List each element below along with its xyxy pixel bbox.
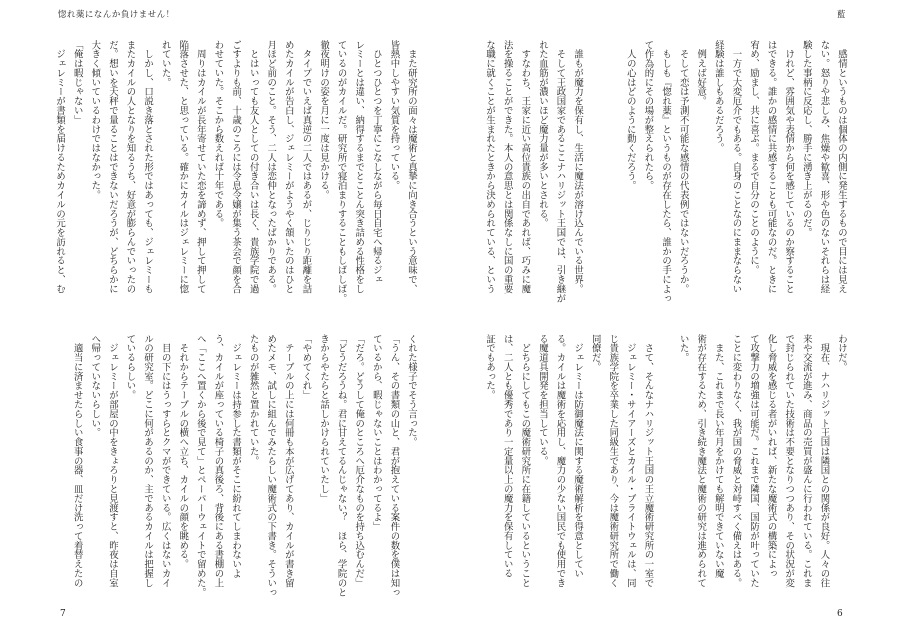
text-column: ひとつひとつを丁寧にこなしながら毎日自宅へ帰るジェ (370, 40, 382, 285)
chapter-mark: 藍 (837, 9, 846, 19)
text-column: ジェレミーが書類を届けるためカイルの元を訪れると、む (54, 40, 66, 294)
text-column: もしも『惚れ薬』というものが存在したら、誰かの手によっ (660, 40, 672, 303)
text-column: ているから、暇じゃないことはわかってるよ」 (370, 334, 382, 532)
text-column: そして王政国家であるここナハリジット王国では、引き継が (554, 40, 566, 303)
text-column: しかし、口説き落とされた形ではあっても、ジェレミーも (142, 40, 154, 294)
text-column: る魔道具開発を担当している。 (536, 334, 548, 466)
text-column: な職に就くことが生まれたときから決められている、という (484, 40, 496, 294)
text-column: ルの研究室。どこに何があるのか、主であるカイルは把握し (142, 334, 154, 588)
text-column: レミーとは違い、納得するまでとことん突き詰める性格をし (353, 40, 365, 294)
text-column: 法を操ることができた。本人の意思とは関係なしに国の重要 (501, 40, 513, 294)
text-column: 「だろ。どうして俺のところへ厄介なものを持ち込むんだ」 (353, 334, 365, 588)
text-column: わせていた。そこから数えれば十年である。 (212, 40, 224, 228)
text-column: 験した事柄に反応し、勝手に湧き上がるのだ。 (800, 40, 812, 238)
page-7-upper-tier (48, 40, 420, 306)
text-column: る。カイルは魔術を応用し、魔力の少ない国民でも使用でき (554, 334, 566, 588)
text-column: 大きく傾いているわけではなかった。 (89, 40, 101, 200)
text-column: ているのがカイルだ。研究所で寝泊まりすることもしばしば。 (335, 40, 347, 303)
text-column: 「うん、その書類の山と、君が抱えている案件の数を僕は知っ (388, 334, 400, 597)
text-column: 感情というものは個体の内側に発生するもので目には見え (836, 40, 847, 294)
text-column: で封じられていた技術は不要となりつつあり、その状況が変 (783, 334, 795, 588)
text-column: へ「ここへ置くから後で見て」とペーパーウェイトで留めた。 (194, 334, 206, 597)
text-column: どちらにしてもこの魔術研究所に在籍しているということ (519, 334, 531, 588)
page-7-lower-tier (48, 334, 420, 600)
text-column: 適当に済ませたらしい食事の器、皿だけ洗って着替えたの (71, 334, 83, 588)
text-column: 同僚だ。 (589, 334, 601, 372)
text-column: それからテーブルの横へ立ち、カイルの顔を眺める。 (177, 334, 189, 569)
text-column: 現在、ナハリジット王国は隣国との関係が良好。人々の往 (818, 334, 830, 588)
text-column: 証でもあった。 (484, 334, 496, 400)
text-column: すなわち、王家に近い高位貴族の出自であれば、巧みに魔 (519, 40, 531, 294)
text-column: くれた様子でそう言った。 (406, 334, 417, 447)
text-column: 術が存在するため、引き続き魔法と魔術の研究は進められて (695, 334, 707, 588)
text-column: て攻撃力の増強は可能だ。これまで隣国、国防が叶っていた (748, 334, 760, 588)
text-column: また研究所の面々は魔術と真摯に向き合うという意味で、 (406, 40, 417, 294)
text-column: 化し脅威を感じる者がいれば、新たな魔術式の構築によっ (765, 334, 777, 579)
text-column: ているらしい。 (124, 334, 136, 400)
page-number: 7 (60, 609, 66, 619)
section-break (586, 40, 604, 306)
text-column: わけだ。 (836, 334, 847, 372)
section-break (656, 334, 674, 600)
page-6-upper-tier (478, 40, 850, 306)
text-column: いた。 (677, 334, 689, 363)
text-column: 「どうだろうね。君に甘えてるんじゃない？ ほら、学院のと (335, 334, 347, 597)
text-column: 「俺は暇じゃない」 (71, 40, 83, 125)
text-column: じ貴族学院を卒業した同級生であり、今は魔術研究所で働く (607, 334, 619, 588)
text-column: ない。怒りや悲しみ、焦燥や歓喜、形や色のないそれらは経 (818, 40, 830, 294)
text-column: 人の心はどのように動くだろう。 (624, 40, 636, 191)
section-break (604, 40, 622, 306)
text-column: めたメモ、試しに組んでみたらしい魔術式の下書き。そういっ (265, 334, 277, 597)
text-column: 来や交流が進み、商品の売買が盛んに行われている。これま (800, 334, 812, 588)
text-column: とはいっても友人としての付き合いは長く、貴族学院で過 (247, 40, 259, 294)
text-column: う、カイルが座っている椅子の真後ろ、背後にある書棚の上 (212, 334, 224, 588)
page-6-lower-tier (478, 334, 850, 600)
text-column: ジェレミーが部屋の中をきょろりと見渡すと、昨夜は自室 (106, 334, 118, 588)
text-column: テーブルの上には何冊も本が広げてあり、カイルが書き留 (282, 334, 294, 588)
text-column: また、これまで長い年月をかけても解明できていない魔 (712, 334, 724, 579)
text-column: めたカイルが告白し、ジェレミーがようやく頷いたのはひと (282, 40, 294, 294)
text-column: ごすよりも前、十歳のころには令息令嬢が集う茶会で顔を合 (230, 40, 242, 294)
text-column: きからやたらと話しかけられていたし」 (318, 334, 330, 504)
text-column: 皆熱中しやすい気質を持っている。 (388, 40, 400, 191)
running-title: 惚れ薬になんか負けません！ (58, 9, 175, 19)
text-column: 宥め、励まし、共に喜ぶ。まるで自分のことのように。 (748, 40, 760, 275)
text-column: 徹夜明けの姿を月に一度は見かける。 (318, 40, 330, 200)
text-column: て作為的にその場が整えられたら。 (642, 40, 654, 191)
text-column: タイプでいえば真逆の二人ではあるが、じりじり距離を詰 (300, 40, 312, 294)
text-column: そして恋は予測不可能な感情の代表例ではないだろうか。 (677, 40, 689, 294)
text-column: 目の下にはうっすらとクマができている。広くはないカイ (159, 334, 171, 588)
text-column: だ。想いを天秤で量ることはできないだろうが、どちらかに (106, 40, 118, 294)
text-column: 誰もが魔力を保有し、生活に魔法が溶け込んでいる世界。 (572, 40, 584, 294)
text-column: たものが雑然と置かれていた。 (247, 334, 259, 466)
text-column: けれど、雰囲気や表情から何を感じているのか察すること (783, 40, 795, 294)
text-column: は、二人とも優秀であり一定量以上の魔力を保有している (501, 334, 513, 579)
text-column: 例えば好意。 (695, 40, 707, 106)
text-column: へ帰っていないらしい。 (89, 334, 101, 438)
text-column: れた血筋が濃いほど魔力量が多いとされる。 (536, 40, 548, 228)
text-column: ジェレミーは防御魔法に関する魔術解析を得意としてい (572, 334, 584, 579)
page-number: 6 (837, 609, 843, 619)
text-column: さて、そんなナハリジット王国の王立魔術研究所の一室で (642, 334, 654, 588)
text-column: ジェレミー・サイアーズとカイル・ブライトウェルは、同 (624, 334, 636, 588)
text-column: 月ほど前のこと。そう、二人は恋仲となったばかりである。 (265, 40, 277, 294)
text-column: れていた。 (159, 40, 171, 87)
text-column: 一方で大変厄介でもある。自身のことなのにままならない (730, 40, 742, 294)
text-column: 周りはカイルが長年寄せていた恋を諦めず、押して押して (194, 40, 206, 294)
text-column: またカイルの人となりを知るうち、好意が膨らんでいったの (124, 40, 136, 294)
text-column: 陥落させた、と思っている。確かにカイルはジェレミーに惚 (177, 40, 189, 294)
text-column: ジェレミーは持参した書類がそこに紛れてしまわないよ (230, 334, 242, 579)
text-column: はできる。誰かの感情に共感することも可能なのだ。ときに (765, 40, 777, 294)
text-column: ことに変わりなく、我が国の脅威と対峙すべく備えはある。 (730, 334, 742, 588)
text-column: 「やめてくれ」 (300, 334, 312, 400)
text-column: 経験は誰しもあるだろう。 (712, 40, 724, 153)
